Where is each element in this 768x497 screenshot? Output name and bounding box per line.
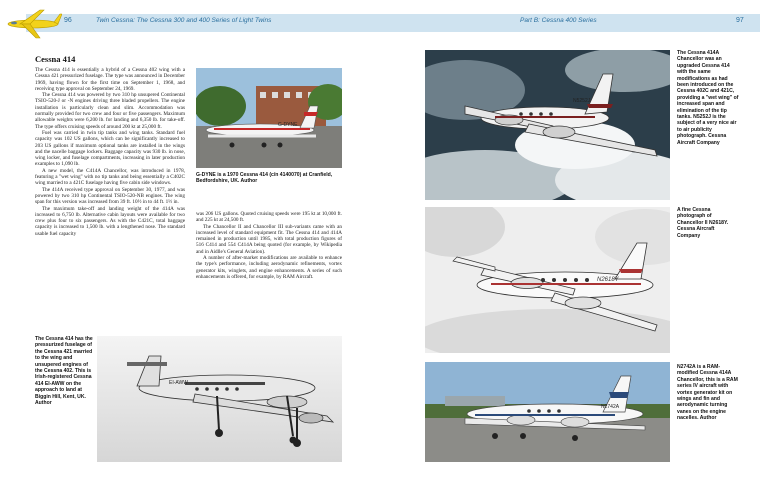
paragraph: The Cessna 414 was powered by two 310 hp unsupered Continental TSIO-520-J or -N engines driving three bladed propellers. The engine installation is particularly clean and slim. Accommodation was normally provided for two crew and four or five passengers. Maximum allowable weights were 6,200 lb. for landing and 6,350 lb. for take-off. The type offers cruising speeds of around 200 kt at 25,000 ft. — [35, 92, 185, 130]
photo-g-dyne — [196, 68, 342, 168]
registration-n2618y: N2618Y — [597, 277, 619, 283]
body-column-1 — [35, 67, 185, 237]
paragraph: was 206 US gallons. Quoted cruising speeds were 195 kt at 10,000 ft. and 225 kt at 24,500 ft. — [196, 211, 342, 224]
left-running-title: Twin Cessna: The Cessna 300 and 400 Series of Light Twins — [96, 17, 272, 24]
registration-n2742a: N2742A — [601, 404, 620, 410]
caption-photo-5: N2742A is a RAM-modified Cessna 414A Chancellor, this is a RAM series IV aircraft with vortex generator kit on wings and fin and aerodynamic turning vanes on the engine nacelles. Author — [677, 364, 738, 422]
photo-n5252j — [425, 50, 670, 200]
right-page-number: 97 — [736, 17, 744, 24]
photo-n2742a — [425, 362, 670, 462]
caption-photo-1: G-DYNE is a 1970 Cessna 414 (c/n 4140070) at Cranfield, Bedfordshire, UK. Author — [196, 172, 333, 185]
photo-ei-aww — [97, 336, 342, 462]
caption-photo-3: The Cessna 414A Chancellor was an upgraded Cessna 414 with the same modifications as had been introduced on the Cessna 402C and 421C, providing a "wet wing" of increased span and elimination of the tip tanks. N5252J is the subject of a very nice air to air publicity photograph. Cessna Aircraft Company — [677, 50, 739, 146]
registration-n5252j: N5252J — [573, 98, 591, 104]
section-heading: Cessna 414 — [35, 54, 76, 64]
registration-g-dyne: G-DYNE — [278, 122, 298, 128]
paragraph: The Cessna 414 is essentially a hybrid of a Cessna 402 wing with a Cessna 421 pressurized fuselage. The type was announced in December 1969, having flown for the first time on September 1, 1968, and receiving type approval on September 24, 1969. — [35, 67, 185, 92]
registration-ei-aww: EI-AWW — [169, 380, 188, 386]
left-page-number: 96 — [64, 17, 72, 24]
body-column-2 — [196, 211, 342, 280]
paragraph: The Chancellor II and Chancellor III sub-variants came with an increased level of standard equipment fit. The Cessna 414 and 414A remained in production until 1985, with total production figures of 516 C414 and 554 C414A being quoted (for example, by Wikipedia and in Aidlle's General Aviation). — [196, 223, 342, 255]
header-band — [26, 14, 760, 32]
paragraph: A new model, the C414A Chancellor, was introduced in 1978, featuring a "wet wing" with no tip tanks and being essentially a C402C wing married to a 421C fuselage having five cabin side windows. — [35, 167, 185, 187]
right-running-title: Part B: Cessna 400 Series — [520, 17, 597, 24]
photo-n2618y — [425, 207, 670, 353]
paragraph: A number of after-market modifications are available to enhance the type's performance, including aerodynamic refinements, vortex generator kits, winglets, and engine enhancements. A series of such enhancements is offered, for example, by RAM Aircraft. — [196, 255, 342, 280]
paragraph: The maximum take-off and landing weight of the 414A was increased to 6,750 lb. Alternative cabin layouts were available for two crew plus four to six passengers. As with the C421C, total baggage capacity is increased to 1,500 lb. with a lengthened nose. The standard usable fuel capacity — [35, 205, 185, 237]
caption-photo-4: A fine Cessna photograph of Chancellor II N2618Y. Cessna Aircraft Company — [677, 207, 729, 239]
caption-photo-2: The Cessna 414 has the pressurized fuselage of the Cessna 421 married to the wing and unsupered engines of the Cessna 402. This is Irish-registered Cessna 414 EI-AWW on the approach to land at Biggin Hill, Kent, UK. Author — [35, 336, 93, 407]
paragraph: The 414A received type approval on September 30, 1977, and was powered by two 310 hp Continental TSIO-520-NB engines. The wing span for this version was increased from 39 ft. 10½ in to 44 ft. 1½ in. — [35, 186, 185, 206]
paragraph: Fuel was carried in twin tip tanks and wing tanks. Standard fuel capacity was 102 US gallons, which can be significantly increased to 203 US gallons if maximum optional tanks are installed in the wings and the nacelle baggage lockers. Baggage capacity was 930 lb. in nose, wing locker, and fuselage compartments, increasing in later production examples to 1,090 lb. — [35, 129, 185, 168]
yellow-aircraft-logo-icon — [0, 2, 62, 46]
